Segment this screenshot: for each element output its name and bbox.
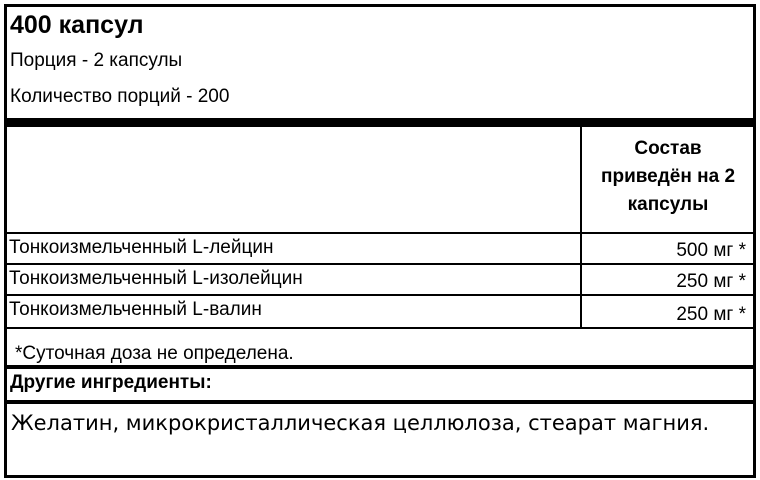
ingredient-amount-leucine: 500 мг * [676,240,746,261]
column-header-line-1: Состав [634,138,702,159]
column-header-line-3: капсулы [627,194,709,215]
serving-size-text: Порция - 2 капсулы [10,50,183,71]
package-count-title: 400 капсул [10,11,144,39]
supplement-facts-panel [4,4,756,478]
ingredient-name-isoleucine: Тонкоизмельченный L-изолейцин [9,268,303,289]
ingredient-name-valine: Тонкоизмельченный L-валин [9,299,262,320]
column-divider [580,127,582,329]
column-header-line-2: приведён на 2 [600,166,736,187]
section-divider [7,400,753,404]
ingredient-name-leucine: Тонкоизмельченный L-лейцин [9,237,274,258]
servings-count-text: Количество порций - 200 [10,86,230,107]
other-ingredients-text: Желатин, микрокристаллическая целлюлоза, стеарат магния. [11,411,710,435]
row-divider [7,327,753,329]
row-divider [7,294,753,296]
composition-column-header [583,135,753,219]
daily-value-footnote: *Суточная доза не определена. [15,343,294,364]
ingredient-amount-valine: 250 мг * [676,304,746,325]
other-ingredients-title: Другие ингредиенты: [10,372,212,393]
thick-divider [7,118,753,127]
section-divider [7,365,753,369]
header-row-divider [7,232,753,234]
ingredient-amount-isoleucine: 250 мг * [676,271,746,292]
row-divider [7,263,753,265]
